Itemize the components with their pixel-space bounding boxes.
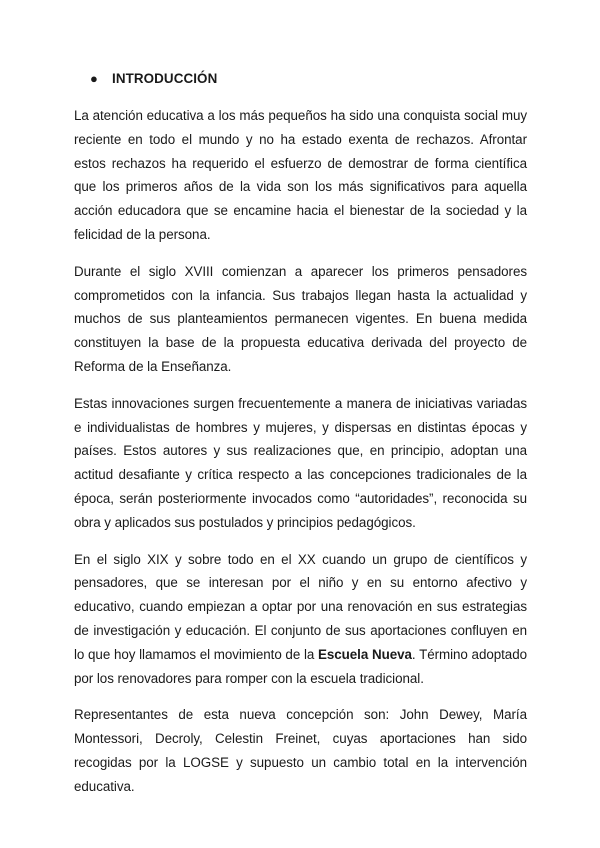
paragraph-4-text-start: En el siglo XIX y sobre todo en el XX cuando un grupo de científicos y pensadores, que se interesan por el niño y en su entorno afectivo y educativo, cuando empiezan a optar por una renovación en sus estrategias de investigación y educación. El conjunto de sus aportaciones confluyen en lo que hoy llamamos el movimiento de la <box>74 551 527 662</box>
heading-title: INTRODUCCIÓN <box>112 70 218 86</box>
document-page <box>74 64 527 812</box>
paragraph-2: Durante el siglo XVIII comienzan a aparecer los primeros pensadores comprometidos con la infancia. Sus trabajos llegan hasta la actualidad y muchos de sus planteamientos permanecen vigentes. En buena medida constituyen la base de la propuesta educativa derivada del proyecto de Reforma de la Enseñanza. <box>74 263 527 374</box>
bullet-icon: ● <box>90 70 98 86</box>
paragraph-5: Representantes de esta nueva concepción son: John Dewey, María Montessori, Decroly, Celestin Freinet, cuyas aportaciones han sido recogidas por la LOGSE y supuesto un cambio total en la intervención educativa. <box>74 707 527 794</box>
section-heading <box>90 64 527 92</box>
paragraph-1: La atención educativa a los más pequeños ha sido una conquista social muy reciente en todo el mundo y no ha estado exenta de rechazos. Afrontar estos rechazos ha requerido el esfuerzo de demostrar de forma científica que los primeros años de la vida son los más significativos para aquella acción educadora que se encamine hacia el bienestar de la sociedad y la felicidad de la persona. <box>74 108 527 242</box>
paragraph-4-text-end: . Término adoptado por los renovadores para romper con la escuela tradicional. <box>74 646 527 686</box>
paragraph-3: Estas innovaciones surgen frecuentemente a manera de iniciativas variadas e individualistas de hombres y mujeres, y dispersas en distintas épocas y países. Estos autores y sus realizaciones que, en principio, adoptan una actitud desafiante y crítica respecto a las concepciones tradicionales de la época, serán posteriormente invocados como “autoridades”, reconocida su obra y aplicados sus postulados y principios pedagógicos. <box>74 395 527 530</box>
escuela-nueva-term: Escuela Nueva <box>317 646 412 662</box>
paragraph-4 <box>74 548 527 691</box>
